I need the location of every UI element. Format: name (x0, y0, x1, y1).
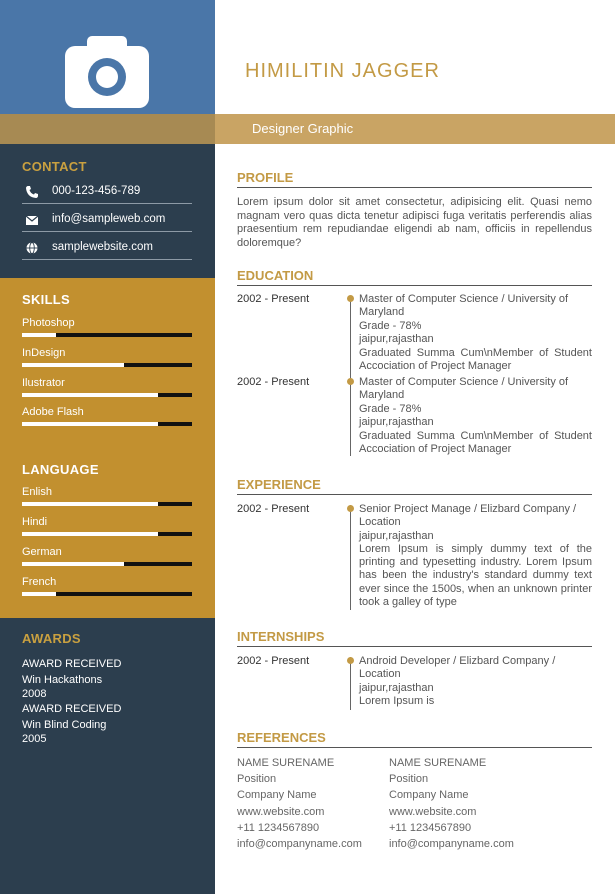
camera-icon (65, 36, 149, 108)
profile-heading: PROFILE (237, 170, 592, 188)
contact-heading: CONTACT (22, 159, 87, 174)
internship-location: jaipur,rajasthan (359, 681, 434, 694)
contact-email-row (22, 209, 192, 232)
awards-section (0, 618, 215, 894)
reference-card (389, 755, 514, 852)
award-year: 2005 (22, 733, 47, 745)
award-title: AWARD RECEIVED (22, 658, 122, 670)
internship-role: Android Developer / Elizbard Company / Location (359, 655, 556, 681)
language-bar-fill (22, 532, 158, 536)
phone-icon (25, 185, 39, 199)
language-bar-fill (22, 502, 158, 506)
experience-heading: EXPERIENCE (237, 477, 592, 495)
skills-heading: SKILLS (22, 292, 71, 307)
job-title: Designer Graphic (252, 121, 354, 136)
education-entry (359, 376, 592, 457)
timeline-dot (347, 378, 354, 385)
awards-heading: AWARDS (22, 631, 81, 646)
globe-icon (25, 241, 39, 255)
education-date: 2002 - Present (237, 376, 310, 388)
award-desc: Win Blind Coding (22, 719, 107, 731)
skill-label: Ilustrator (22, 377, 65, 389)
education-location: jaipur,rajasthan (359, 332, 434, 345)
award-item (22, 657, 121, 701)
reference-phone: +11 1234567890 (389, 821, 472, 834)
skill-bar-fill (22, 333, 56, 337)
language-label: German (22, 546, 62, 558)
language-bar (22, 562, 192, 566)
language-heading: LANGUAGE (22, 462, 99, 477)
photo-panel (0, 0, 215, 114)
education-grade: Grade - 78% (359, 402, 422, 415)
education-location: jaipur,rajasthan (359, 415, 434, 428)
internship-text: Lorem Ipsum is (359, 694, 435, 707)
skill-bar-fill (22, 363, 124, 367)
education-date: 2002 - Present (237, 293, 310, 305)
education-timeline (350, 296, 351, 456)
internship-entry (359, 655, 592, 708)
reference-card (237, 755, 362, 852)
contact-website-row (22, 237, 192, 260)
reference-email: info@companyname.com (237, 838, 362, 851)
education-degree: Master of Computer Science / University of Maryland (359, 293, 569, 319)
contact-section (0, 144, 215, 278)
award-desc: Win Hackathons (22, 674, 103, 686)
experience-role: Senior Project Manage / Elizbard Company / Location (359, 503, 577, 529)
experience-date: 2002 - Present (237, 503, 310, 515)
skill-label: Adobe Flash (22, 406, 84, 418)
education-note: Graduated Summa Cum\nMember of Student Accociation of Project Manager (359, 430, 592, 456)
contact-phone-row (22, 181, 192, 204)
contact-email: info@sampleweb.com (52, 213, 166, 225)
profile-text: Lorem ipsum dolor sit amet consectetur, adipisicing elit. Quasi nemo magnam vero quas dicta tenetur adipisci fuga veritatis perferendis alias praesentium rem repudiandae eligendi ab nam, officiis in repellendus doloremque? (237, 196, 592, 249)
experience-text: Lorem Ipsum is simply dummy text of the printing and typesetting industry. Lorem Ipsum has been the industry's standard dummy text ever since the 1500s, when an unknown printer took a galley of type (359, 542, 592, 609)
language-bar (22, 592, 192, 596)
award-item (22, 702, 121, 746)
internship-date: 2002 - Present (237, 655, 310, 667)
timeline-dot (347, 505, 354, 512)
contact-website: samplewebsite.com (52, 241, 153, 253)
reference-email: info@companyname.com (389, 838, 514, 851)
reference-name: NAME SURENAME (237, 757, 335, 769)
education-entry (359, 293, 592, 374)
reference-position: Position (237, 773, 277, 786)
language-bar-fill (22, 562, 124, 566)
award-year: 2008 (22, 688, 47, 700)
language-bar-fill (22, 592, 56, 596)
language-label: French (22, 576, 57, 588)
education-grade: Grade - 78% (359, 319, 422, 332)
experience-timeline (350, 505, 351, 610)
skill-bar (22, 422, 192, 426)
language-label: Hindi (22, 516, 48, 528)
skill-bar-fill (22, 393, 158, 397)
language-bar (22, 502, 192, 506)
education-note: Graduated Summa Cum\nMember of Student Accociation of Project Manager (359, 347, 592, 373)
experience-entry (359, 503, 592, 609)
reference-website: www.website.com (237, 805, 325, 818)
reference-phone: +11 1234567890 (237, 821, 320, 834)
timeline-dot (347, 657, 354, 664)
internships-timeline (350, 657, 351, 710)
skill-label: InDesign (22, 347, 66, 359)
title-band-left (0, 114, 215, 144)
envelope-icon (25, 213, 39, 227)
skills-language-section (0, 278, 215, 618)
skill-label: Photoshop (22, 317, 75, 329)
skill-bar (22, 393, 192, 397)
reference-name: NAME SURENAME (389, 757, 487, 769)
award-title: AWARD RECEIVED (22, 703, 122, 715)
references-heading: REFERENCES (237, 730, 592, 748)
internships-heading: INTERNSHIPS (237, 629, 592, 647)
reference-website: www.website.com (389, 805, 477, 818)
language-label: Enlish (22, 486, 52, 498)
experience-location: jaipur,rajasthan (359, 529, 434, 542)
person-name: HIMILITIN JAGGER (245, 60, 440, 82)
skill-bar (22, 363, 192, 367)
reference-company: Company Name (237, 789, 317, 802)
reference-company: Company Name (389, 789, 469, 802)
skill-bar (22, 333, 192, 337)
language-bar (22, 532, 192, 536)
contact-phone: 000-123-456-789 (52, 185, 141, 197)
education-heading: EDUCATION (237, 268, 592, 286)
reference-position: Position (389, 773, 429, 786)
skill-bar-fill (22, 422, 158, 426)
education-degree: Master of Computer Science / University of Maryland (359, 376, 569, 402)
timeline-dot (347, 295, 354, 302)
